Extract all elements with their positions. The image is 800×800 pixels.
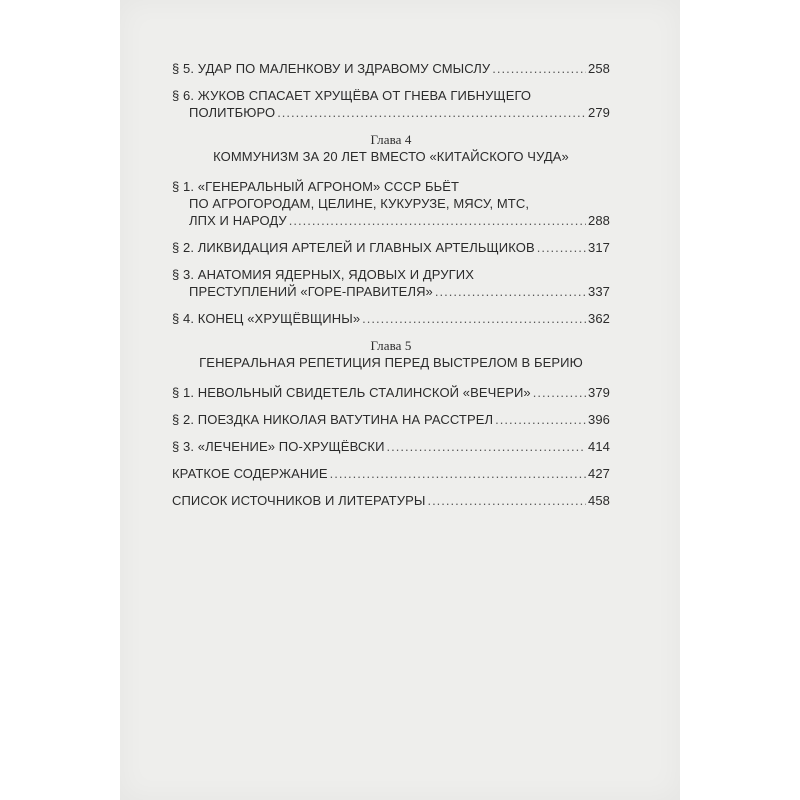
page-number: 288 xyxy=(588,213,610,228)
page-number: 458 xyxy=(588,493,610,508)
entry-title: § 1. «ГЕНЕРАЛЬНЫЙ АГРОНОМ» СССР БЬЁТ xyxy=(172,179,460,194)
page-number: 414 xyxy=(588,439,610,454)
entry-title-cont: ПРЕСТУПЛЕНИЙ «ГОРЕ-ПРАВИТЕЛЯ» xyxy=(189,284,433,299)
toc-entry-ch4-s1 xyxy=(172,178,610,229)
entry-title: § 5. УДАР ПО МАЛЕНКОВУ И ЗДРАВОМУ СМЫСЛУ xyxy=(172,61,491,76)
dot-leader xyxy=(492,60,586,77)
dot-leader xyxy=(495,411,586,428)
chapter-heading xyxy=(172,131,610,165)
page-number: 317 xyxy=(588,240,610,255)
chapter-title: ГЕНЕРАЛЬНАЯ РЕПЕТИЦИЯ ПЕРЕД ВЫСТРЕЛОМ В БЕРИЮ xyxy=(199,355,583,370)
toc-entry-sources xyxy=(172,492,610,509)
dot-leader xyxy=(427,492,586,509)
book-page xyxy=(120,0,680,800)
dot-leader xyxy=(362,310,586,327)
entry-title: § 2. ЛИКВИДАЦИЯ АРТЕЛЕЙ И ГЛАВНЫХ АРТЕЛЬЩИКОВ xyxy=(172,240,535,255)
entry-title: § 1. НЕВОЛЬНЫЙ СВИДЕТЕЛЬ СТАЛИНСКОЙ «ВЕЧЕРИ» xyxy=(172,385,531,400)
page-number: 379 xyxy=(588,385,610,400)
page-number: 362 xyxy=(588,311,610,326)
entry-title: § 6. ЖУКОВ СПАСАЕТ ХРУЩЁВА ОТ ГНЕВА ГИБНУЩЕГО xyxy=(172,88,532,103)
entry-title: § 3. «ЛЕЧЕНИЕ» ПО-ХРУЩЁВСКИ xyxy=(172,439,385,454)
toc-entry-ch4-s4 xyxy=(172,310,610,327)
entry-title: СПИСОК ИСТОЧНИКОВ И ЛИТЕРАТУРЫ xyxy=(172,493,426,508)
chapter-label: Глава 4 xyxy=(370,132,412,147)
entry-title: КРАТКОЕ СОДЕРЖАНИЕ xyxy=(172,466,328,481)
chapter-heading xyxy=(172,337,610,371)
entry-title: § 4. КОНЕЦ «ХРУЩЁВЩИНЫ» xyxy=(172,311,361,326)
entry-title-cont: ПО АГРОГОРОДАМ, ЦЕЛИНЕ, КУКУРУЗЕ, МЯСУ, МТС, xyxy=(189,196,530,211)
page-number: 396 xyxy=(588,412,610,427)
chapter-title: КОММУНИЗМ ЗА 20 ЛЕТ ВМЕСТО «КИТАЙСКОГО ЧУДА» xyxy=(213,149,569,164)
toc-entry-ch5-s1 xyxy=(172,384,610,401)
toc-entry-s6 xyxy=(172,87,610,121)
page-number: 427 xyxy=(588,466,610,481)
toc-entry-summary xyxy=(172,465,610,482)
page-number: 279 xyxy=(588,105,610,120)
entry-title: § 2. ПОЕЗДКА НИКОЛАЯ ВАТУТИНА НА РАССТРЕЛ xyxy=(172,412,494,427)
entry-title: § 3. АНАТОМИЯ ЯДЕРНЫХ, ЯДОВЫХ И ДРУГИХ xyxy=(172,267,474,282)
table-of-contents xyxy=(172,60,610,509)
toc-entry-s5 xyxy=(172,60,610,77)
dot-leader xyxy=(330,465,586,482)
toc-entry-ch5-s2 xyxy=(172,411,610,428)
chapter-label: Глава 5 xyxy=(370,338,412,353)
toc-entry-ch5-s3 xyxy=(172,438,610,455)
dot-leader xyxy=(277,104,586,121)
dot-leader xyxy=(289,212,586,229)
dot-leader xyxy=(537,239,586,256)
page-number: 337 xyxy=(588,284,610,299)
toc-entry-ch4-s3 xyxy=(172,266,610,300)
dot-leader xyxy=(387,438,586,455)
dot-leader xyxy=(533,384,586,401)
toc-entry-ch4-s2 xyxy=(172,239,610,256)
entry-title-cont: ЛПХ И НАРОДУ xyxy=(189,213,287,228)
entry-title-cont: ПОЛИТБЮРО xyxy=(189,105,276,120)
page-number: 258 xyxy=(588,61,610,76)
dot-leader xyxy=(435,283,586,300)
